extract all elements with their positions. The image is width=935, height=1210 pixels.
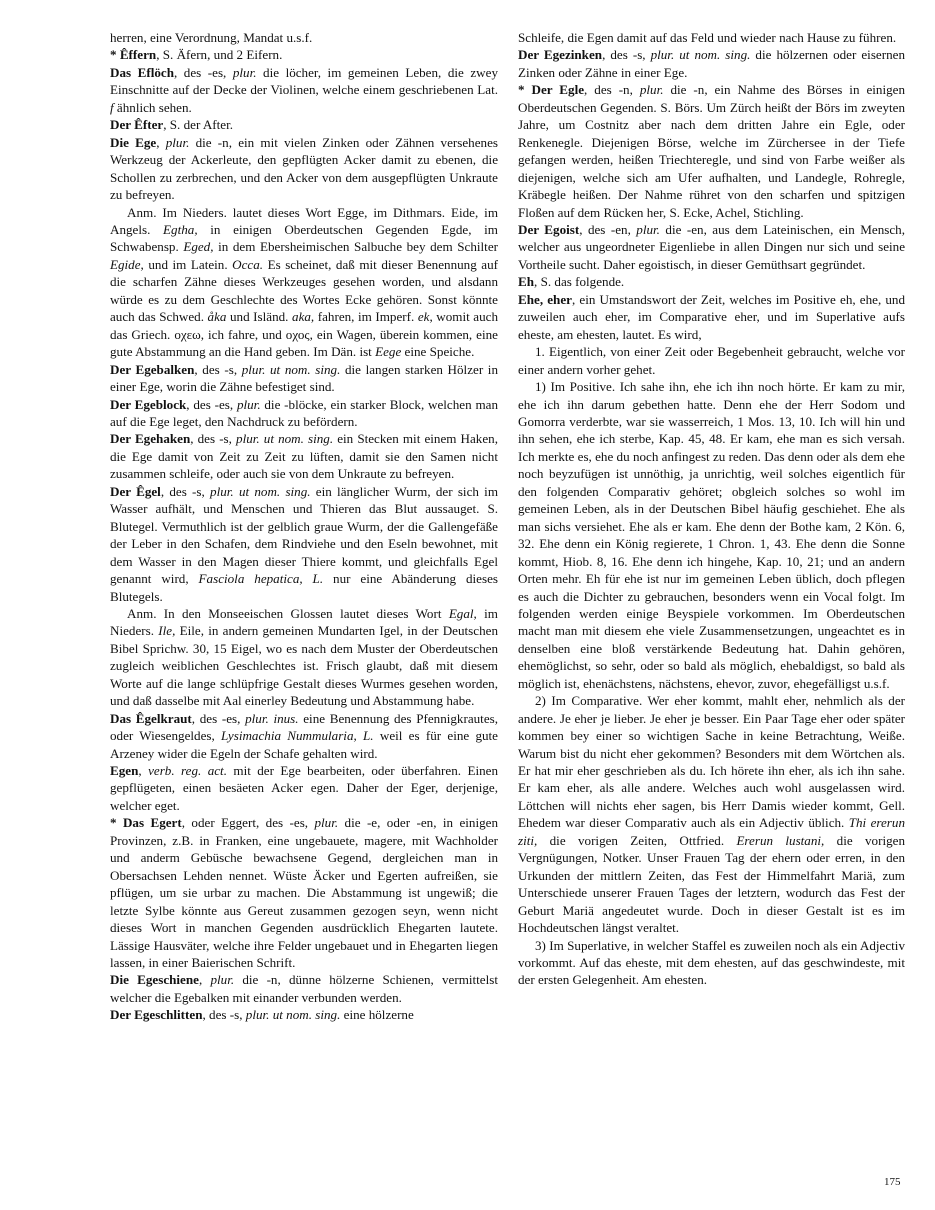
entry-text: die -n, ein Nahme des Börses in einigen Oberdeutschen Gegenden. S. Börs. Um Zürch heißt der Börs im zweyten Jahre, um Costnitz aber nach dem dritten Jahre ein Egle, oder Renkenegle. Diejenigen Börse, welche im Zürchersee in der Tiefe gefangen werden, heißen Triechteregle, und sind von Farbe weißer als diejenigen, welche sich am Ufer aufhalten, und Landegle, Rohregle, Kräbegle heißen. Der Nahme rühret von den scharfen und spitzigen Floßen auf dem Rücken her, S. Ecke, Achel, Stichling.: [518, 82, 905, 220]
entry-paragraph: [518, 692, 905, 936]
headword: Ehe, eher: [518, 291, 572, 307]
entry-text: 1) Im Positive. Ich sahe ihn, ehe ich ihn noch hörte. Er kam zu mir, ehe ich ihn darum gebethen hatte. Denn ehe der Herr Sodom und Gomorra verderbte, war sie wasserreich, 1 Mos. 13, 10. Ich will hin und ihn sehen, ehe ich sterbe, Kap. 45, 48. Er kam, ehe man es sich versah. Ich merkte es, ehe du noch anfingest zu reden. Das denn oder als dem ehe noch beyzufügen ist unnöthig, ja unrichtig, weil solches eigentlich für den folgenden Comparativ gehöret; obgleich solches so wohl im gemeinen Leben, als in der Deutschen Bibel häufig geschiehet. Ehe als man sichs versiehet. Ehe als er kam. Ehe denn der Bothe kam, 2 Kön. 6, 32. Ehe denn ein König regierete, 1 Chron. 1, 43. Ehe denn die Sonne kommt, Hiob. 8, 16. Ehe denn ich hingehe, Kap. 10, 21; und an andern Orten mehr. Eh für ehe ist nur im gemeinen Leben üblich, doch pflegen es auch die Dichter zu gebrauchen, besonders wenn ein Vocal folgt. Im folgenden werden einige Beyspiele vorkommen. Im Oberdeutschen macht man mit diesem ehe viele Zusammensetzungen, ungeachtet es in denselben eine bloß verstärkende Bedeutung hat. Dahin gehören, ehemöglichst, so sehr, oder so bald als möglich, ehebaldigst, so bald als möglich ist, ehenächstens, nächstens, ehevor, zuvor, ehegefälligst u.s.f.: [518, 379, 905, 691]
entry-text: , des -es,: [174, 64, 233, 80]
dictionary-entry: [110, 116, 498, 133]
italic-term: verb. reg. act.: [148, 763, 227, 779]
entry-text: ,: [156, 134, 166, 150]
italic-term: Eged,: [183, 239, 214, 255]
italic-term: f: [110, 99, 114, 115]
entry-paragraph: [518, 937, 905, 989]
entry-text: eine hölzerne: [340, 1007, 414, 1023]
entry-text: , des -s,: [194, 361, 242, 377]
entry-paragraph: [518, 29, 905, 46]
page-number: 175: [884, 1176, 901, 1188]
entry-text: die -n, ein mit vielen Zinken oder Zähnen versehenes Werkzeug der Ackerleute, den gepflügten Acker damit zu ebenen, die Schollen zu zerbrechen, und den Acker von dem ausgepflügten Unkraute zu befreyen.: [110, 134, 498, 203]
italic-term: Ererun lustani,: [736, 832, 825, 848]
entry-text: ähnlich sehen.: [113, 99, 192, 115]
italic-term: plur.: [636, 221, 660, 237]
entry-text: , des -en,: [579, 221, 637, 237]
dictionary-entry: [110, 971, 498, 1006]
entry-text: die vorigen Zeiten, Ottfried.: [537, 832, 737, 848]
italic-term: åka: [207, 309, 227, 325]
dictionary-entry: [110, 396, 498, 431]
dictionary-entry: [110, 430, 498, 482]
headword: Der Egezinken: [518, 47, 603, 63]
entry-text: die -blöcke, ein starker Block, welchen man auf die Ege leget, den Nachdruck zu befördern.: [110, 396, 498, 429]
entry-text: mit der Ege bearbeiten, oder überfahren. Einen gepflügeten, einen besäeten Acker egen. Daher der Eger, derjenige, welcher eget.: [110, 763, 499, 813]
entry-text: , S. das folgende.: [534, 274, 625, 290]
headword: Der Egeblock: [110, 396, 187, 412]
italic-term: aka,: [292, 309, 315, 325]
right-column: [518, 29, 905, 989]
headword: Die Egeschiene: [110, 972, 199, 988]
dictionary-entry: [110, 814, 498, 971]
italic-term: ek,: [417, 309, 433, 325]
entry-text: die -en, aus dem Lateinischen, ein Mensch, welcher aus ungeordneter Eigenliebe in allen Dingen nur sich und seine Vortheile sucht. Daher egoistisch, in dieser Gemüthsart gegründet.: [518, 221, 905, 272]
headword: Eh: [518, 274, 535, 290]
headword: Der Êfter: [110, 117, 164, 133]
entry-text: , des -s,: [190, 431, 237, 447]
entry-paragraph: [518, 343, 905, 378]
entry-text: Anm. Im Nieders. lautet dieses Wort Egge, im Dithmars. Eide, im Angels.: [110, 204, 498, 237]
italic-term: plur. ut nom. sing.: [236, 431, 334, 447]
entry-text: die -e, oder -en, in einigen Provinzen, z.B. in Franken, eine ungebauete, magere, mit Wachholder und anderm Gebüsche bewachsene Gegend, dergleichen man in Obersachsen Lehden nennet. Wüste Äcker und Egerten aufreißen, sie pflügen, um sie urbar zu machen. Die Abstammung ist ungewiß; die letzte Sylbe könnte aus Gereut zusammen gezogen seyn, wenn nicht dieses Wort in manchen Gegenden ausdrücklich Ehegarten lautete. Lässige Hausväter, welche ihre Felder ungebauet und in Ehegarten liegen lassen, in einer Baierischen Schrift.: [110, 815, 498, 971]
entry-text: womit auch das Griech. οχεω, ich fahre, und οχος, ein Wagen, überein kommen, eine gute Abstammung an die Hand geben. Im Dän. ist: [110, 309, 499, 360]
entry-text: ,: [198, 972, 211, 988]
headword: Der Êgel: [110, 483, 161, 499]
entry-text: die hölzernen oder eisernen Zinken oder Zähne in einer Ege.: [518, 47, 905, 80]
entry-text: fahren, im Imperf.: [314, 309, 418, 325]
entry-text: eine Speiche.: [401, 344, 475, 360]
dictionary-entry: [518, 81, 905, 221]
italic-term: plur. ut nom. sing.: [241, 361, 341, 377]
entry-text: Schleife, die Egen damit auf das Feld und wieder nach Hause zu führen.: [518, 30, 897, 45]
italic-term: plur. inus.: [245, 710, 299, 726]
entry-text: , des -s,: [160, 483, 211, 499]
italic-term: Lysimachia Nummularia, L.: [221, 728, 374, 744]
italic-term: Thi ererun ziti,: [518, 815, 905, 848]
italic-term: Occa.: [232, 256, 264, 272]
italic-term: plur.: [639, 82, 664, 98]
dictionary-entry: [518, 273, 905, 290]
left-column: [110, 29, 498, 1024]
headword: Der Egehaken: [110, 431, 191, 447]
italic-term: Egtha,: [163, 221, 198, 237]
headword: Der Egoist: [518, 221, 580, 237]
entry-text: 2) Im Comparative. Wer eher kommt, mahlt eher, nehmlich als der andere. Je eher je lieber. Je eher je besser. Ein Paar Tage eher oder später kommen bey einer so wichtigen Sache in keine Betrachtung, Weiße. Warum bist du nicht eher gekommen? Besonders mit dem Wörtchen als. Er hat mir eher geschrieben als du. Ich hörete ihn eher, als ich ihn sahe. Er kam eher, als alle andere. Welches auch wohl ausgelassen wird. Löttchen will nichts eher sagen, bis Herr Damis wieder kommt, Gell. Ehedem war dieser Comparativ auch als ein Adjectiv üblich.: [518, 693, 905, 831]
dictionary-entry: [518, 46, 905, 81]
headword: * Êffern: [110, 47, 157, 63]
entry-text: die vorigen Vergnügungen, Notker. Unser Frauen Tag der ehern oder erren, in den Urkunden der mittlern Zeiten, das Fest der Himmelfahrt Mariä, zum Unterschiede unserer Frauen Tages der letztern, wodurch das Fest der Geburt Mariä angedeutet wurde. Doch in dieser Gestalt ist es im Hochdeutschen längst veraltet.: [518, 832, 905, 936]
italic-term: plur.: [165, 134, 190, 150]
italic-term: plur. ut nom. sing.: [210, 483, 311, 499]
dictionary-entry: [518, 221, 905, 273]
headword: Das Eflöch: [110, 64, 174, 80]
entry-text: im Nieders.: [110, 605, 498, 639]
dictionary-entry: [110, 64, 498, 116]
headword: Egen: [110, 763, 139, 779]
entry-text: , des -n,: [584, 82, 640, 98]
entry-text: weil es für eine gute Arzeney wider die Egeln der Schafe gehalten wird.: [110, 728, 498, 761]
italic-term: plur.: [232, 64, 257, 80]
headword: Der Egeschlitten: [110, 1007, 203, 1023]
entry-text: , oder Eggert, des -es,: [181, 815, 315, 831]
dictionary-entry: [110, 1006, 498, 1023]
italic-term: Egal,: [448, 605, 477, 621]
entry-text: , des -s,: [602, 47, 651, 63]
entry-text: in dem Ebersheimischen Salbuche bey dem Schilter: [213, 239, 498, 255]
dictionary-entry: [518, 291, 905, 343]
headword: * Der Egle: [518, 82, 585, 98]
entry-text: und Isländ.: [226, 309, 293, 325]
dictionary-entry: [110, 483, 498, 605]
entry-text: die langen starken Hölzer in einer Ege, worin die Zähne befestiget sind.: [110, 361, 498, 395]
entry-text: die löcher, im gemeinen Leben, die zwey Einschnitte auf der Decke der Violinen, welche einem geschriebenen Lat.: [110, 64, 498, 98]
entry-paragraph: [110, 605, 498, 710]
italic-term: plur. ut nom. sing.: [650, 47, 751, 63]
entry-text: die -n, dünne hölzerne Schienen, vermittelst welcher die Egebalken mit einander verbunden werden.: [110, 972, 498, 1005]
italic-term: Ile,: [158, 623, 176, 639]
entry-text: und im Latein.: [143, 256, 233, 272]
entry-text: , des -es,: [191, 710, 246, 726]
entry-text: ein Stecken mit einem Haken, die Ege damit von Zeit zu Zeit zu lüften, damit sie den Samen nicht zusammen schleife, oder auch sie von dem Unkraute zu befreyen.: [110, 431, 498, 482]
italic-term: Fasciola hepatica, L.: [198, 571, 324, 587]
headword: * Das Egert: [110, 815, 182, 831]
entry-text: , S. Äfern, und 2 Eifern.: [156, 47, 283, 63]
entry-paragraph: [518, 378, 905, 692]
italic-term: plur.: [236, 396, 261, 412]
italic-term: Eege: [375, 344, 402, 360]
entry-text: Es scheinet, daß mit dieser Benennung auf die scharfen Zähne dieses Werkzeuges gesehen worden, und alsdann würde es zu dem Geschlechte des Wortes Ecke gehören. Sonst könnte auch das Schwed.: [110, 256, 499, 325]
entry-text: , S. der After.: [163, 117, 234, 133]
entry-text: , des -s,: [202, 1007, 246, 1023]
headword: Die Ege: [110, 134, 157, 150]
entry-text: , ein Umstandswort der Zeit, welches im Positive eh, ehe, und zuweilen auch eher, im Comparative eher, und im Superlative aufs eheste, am ehesten, lautet. Es wird,: [518, 291, 905, 342]
dictionary-entry: [110, 134, 498, 204]
entry-text: eine Benennung des Pfennigkrautes, oder Wiesengeldes,: [110, 710, 499, 744]
italic-term: plur. ut nom. sing.: [245, 1007, 341, 1023]
dictionary-entry: [110, 361, 498, 396]
headword: Der Egebalken: [110, 361, 195, 377]
entry-text: nur eine Abänderung dieses Blutegels.: [110, 571, 498, 604]
italic-term: Egide,: [110, 256, 144, 272]
entry-text: ,: [138, 763, 149, 779]
dictionary-entry: [110, 46, 498, 63]
headword: Das Êgelkraut: [110, 710, 192, 726]
dictionary-entry: [110, 710, 498, 762]
dictionary-entry: [110, 762, 498, 814]
entry-text: herren, eine Verordnung, Mandat u.s.f.: [110, 30, 313, 45]
entry-text: Anm. In den Monseeischen Glossen lautet dieses Wort: [127, 605, 449, 621]
entry-text: , des -es,: [186, 396, 237, 412]
entry-paragraph: [110, 29, 498, 46]
entry-text: 1. Eigentlich, von einer Zeit oder Begebenheit gebraucht, welche vor einer andern vorher gehet.: [518, 344, 905, 377]
italic-term: plur.: [314, 815, 339, 831]
entry-paragraph: [110, 204, 498, 361]
entry-text: 3) Im Superlative, in welcher Staffel es zuweilen noch als ein Adjectiv vorkommt. Auf das eheste, mit dem ehesten, auf das geschwindeste, mit der ersten Gelegenheit. Am ehesten.: [518, 937, 905, 988]
italic-term: plur.: [210, 972, 235, 988]
entry-text: in einigen Oberdeutschen Gegenden Egde, im Schwabensp.: [110, 221, 498, 255]
entry-text: ein länglicher Wurm, der sich im Wasser aufhält, und Menschen und Thieren das Blut aussauget. S. Blutegel. Vermuthlich ist der gelblich graue Wurm, der die Gallengefäße der Leber in den Schafen, dem Rindviehe und den Eseln bewohnet, mit dem Wasser in den Magen dieser Thiere kommt, und gleichfalls Egel genannt wird,: [110, 483, 499, 587]
entry-text: Eile, in andern gemeinen Mundarten Igel, in der Deutschen Bibel Sprichw. 30, 15 Eigel, wo es nach dem Muster der Oberdeutschen zugleich weiblichen Geschlechtes ist. Frisch glaubt, daß mit diesem Worte auf die lange schlüpfrige Gestalt dieses Wurmes gesehen worden, und daß dasselbe mit Aal einerley Bedeutung und Abstammung habe.: [110, 623, 498, 709]
